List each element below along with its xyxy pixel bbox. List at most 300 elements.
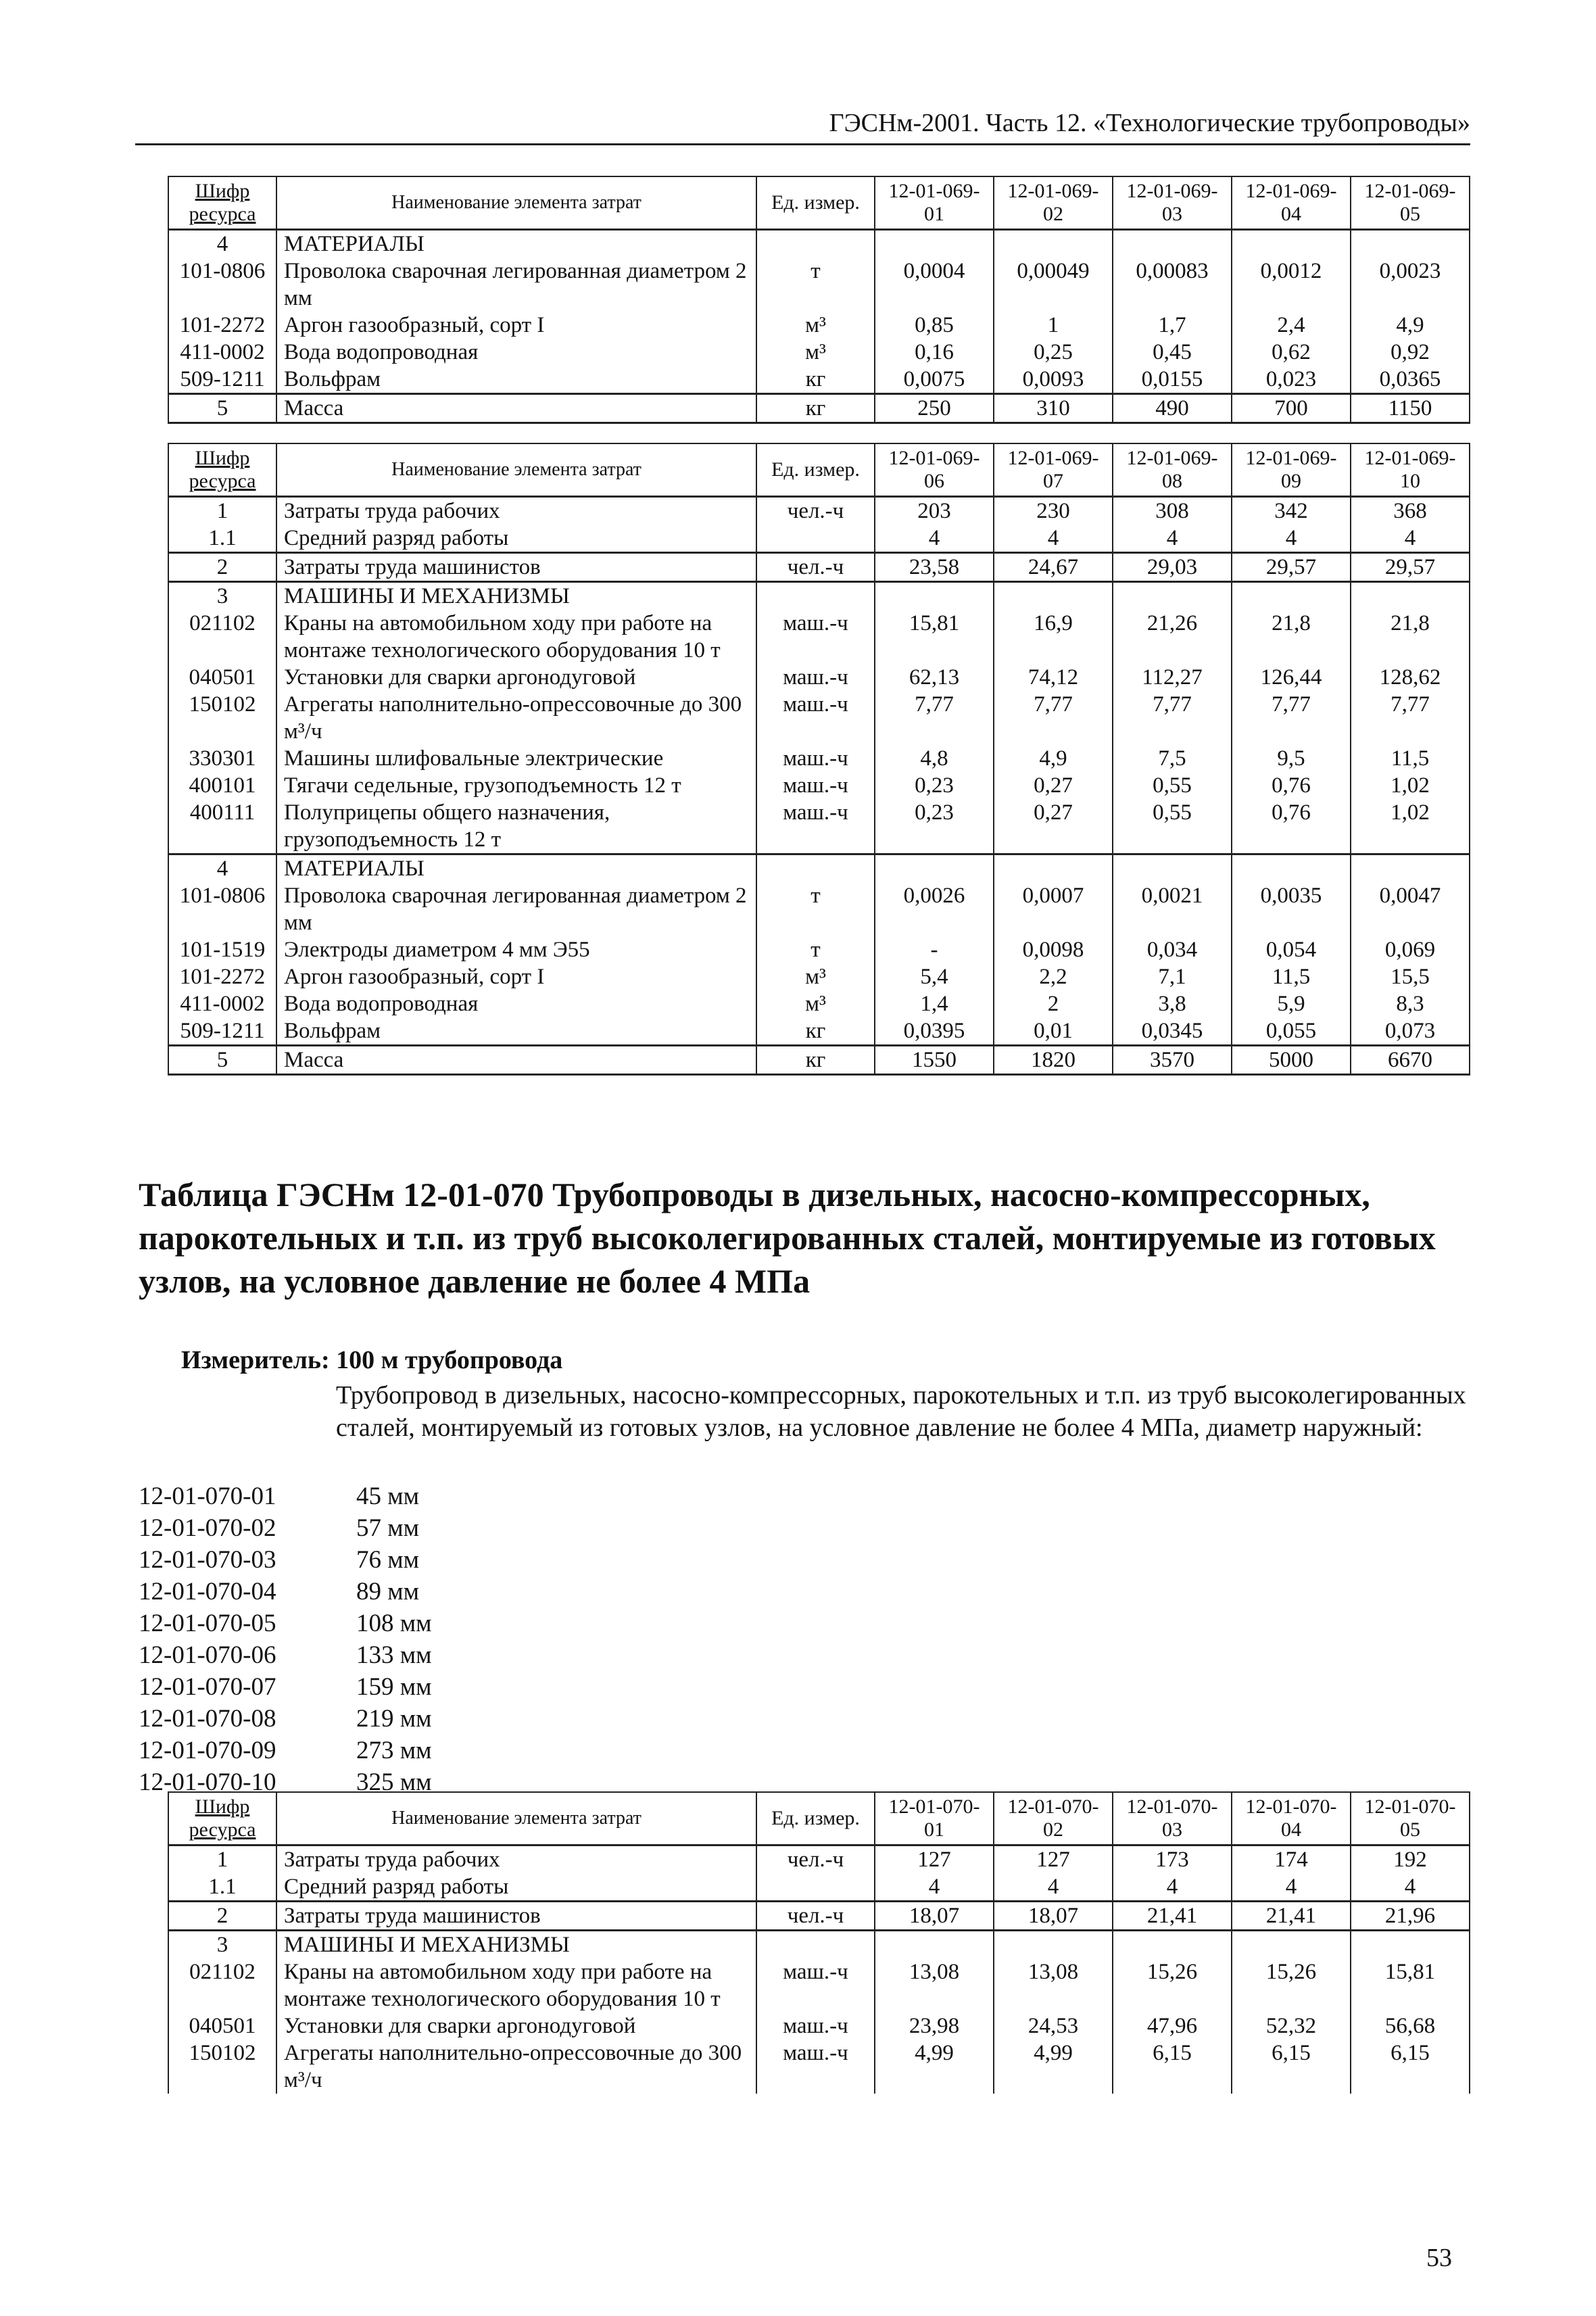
norm-value: 0,0155	[1113, 366, 1232, 394]
cost-item-name: Аргон газообразный, сорт I	[276, 963, 756, 990]
norm-value	[875, 582, 994, 610]
norm-value: 21,41	[1113, 1902, 1232, 1931]
table-row	[168, 1958, 1470, 2012]
norm-value: 23,58	[875, 553, 994, 582]
variant-diameter: 133 мм	[356, 1641, 432, 1669]
variant-code: 12-01-070-10	[139, 1768, 276, 1796]
resource-code: 1	[168, 497, 276, 525]
column-header: Ед. измер.	[756, 1792, 875, 1845]
norm-value: 18,07	[994, 1902, 1113, 1931]
table-row	[168, 882, 1470, 936]
variant-row	[139, 1703, 432, 1735]
norm-value: 112,27	[1113, 664, 1232, 691]
unit-of-measure: чел.-ч	[756, 553, 875, 582]
table-row	[168, 582, 1470, 610]
norm-value: 0,0098	[994, 936, 1113, 963]
column-header: Наименование элемента затрат	[276, 443, 756, 497]
norm-value: 0,92	[1351, 339, 1470, 366]
norm-value: 0,0395	[875, 1017, 994, 1046]
norm-value: 7,77	[994, 691, 1113, 745]
table-070-title	[139, 1173, 1457, 1303]
resource-code: 2	[168, 553, 276, 582]
norm-value: 3570	[1113, 1046, 1232, 1075]
norm-value: 11,5	[1351, 745, 1470, 772]
norm-value: 0,034	[1113, 936, 1232, 963]
norm-value: 174	[1232, 1845, 1351, 1874]
norm-value: 3,8	[1113, 990, 1232, 1017]
resource-code: 101-2272	[168, 963, 276, 990]
norm-value	[1113, 1931, 1232, 1959]
unit-of-measure: маш.-ч	[756, 2012, 875, 2040]
resource-table-069-part1	[168, 176, 1470, 424]
norm-value: 8,3	[1351, 990, 1470, 1017]
column-header: Шифр ресурса	[168, 443, 276, 497]
unit-of-measure: маш.-ч	[756, 799, 875, 854]
norm-value	[1113, 582, 1232, 610]
norm-value: 6,15	[1113, 2040, 1232, 2094]
column-header: 12-01-070-03	[1113, 1792, 1232, 1845]
resource-code: 5	[168, 394, 276, 423]
cost-item-name: Агрегаты наполнительно-опрессовочные до 300 м³/ч	[276, 691, 756, 745]
norm-value	[875, 1931, 994, 1959]
cost-item-name: МАШИНЫ И МЕХАНИЗМЫ	[276, 582, 756, 610]
variant-diameter: 273 мм	[356, 1737, 432, 1764]
norm-value: 4	[1232, 1873, 1351, 1902]
norm-value: 0,45	[1113, 339, 1232, 366]
norm-value: 4,9	[1351, 312, 1470, 339]
cost-item-name: Полуприцепы общего назначения, грузоподъемность 12 т	[276, 799, 756, 854]
table-row	[168, 2040, 1470, 2094]
unit-of-measure: чел.-ч	[756, 497, 875, 525]
norm-value: 6,15	[1232, 2040, 1351, 2094]
cost-item-name: Затраты труда машинистов	[276, 1902, 756, 1931]
variant-row	[139, 1608, 432, 1639]
table-row	[168, 366, 1470, 394]
table-070-title-prefix: Таблица ГЭСНм 12-01-070	[139, 1176, 544, 1213]
norm-value	[875, 854, 994, 883]
unit-of-measure: кг	[756, 1046, 875, 1075]
variant-code: 12-01-070-04	[139, 1578, 276, 1606]
resource-code: 400101	[168, 772, 276, 799]
unit-of-measure: маш.-ч	[756, 664, 875, 691]
norm-value: 0,0093	[994, 366, 1113, 394]
column-header: 12-01-070-04	[1232, 1792, 1351, 1845]
norm-value: 2,4	[1232, 312, 1351, 339]
cost-item-name: Машины шлифовальные электрические	[276, 745, 756, 772]
norm-value: 6,15	[1351, 2040, 1470, 2094]
variant-diameter: 159 мм	[356, 1673, 432, 1701]
cost-item-name: Аргон газообразный, сорт I	[276, 312, 756, 339]
norm-value: 52,32	[1232, 2012, 1351, 2040]
column-header: 12-01-069-09	[1232, 443, 1351, 497]
norm-value: 0,16	[875, 339, 994, 366]
unit-of-measure	[756, 854, 875, 883]
norm-value: 0,0004	[875, 258, 994, 312]
column-header: 12-01-069-05	[1351, 176, 1470, 230]
variant-row	[139, 1576, 432, 1608]
norm-value: 0,055	[1232, 1017, 1351, 1046]
table-row	[168, 664, 1470, 691]
table-header-row	[168, 176, 1470, 230]
norm-value: 74,12	[994, 664, 1113, 691]
resource-code: 509-1211	[168, 366, 276, 394]
column-header: Шифр ресурса	[168, 1792, 276, 1845]
cost-item-name: Затраты труда машинистов	[276, 553, 756, 582]
column-header: 12-01-069-02	[994, 176, 1113, 230]
norm-value: 7,1	[1113, 963, 1232, 990]
norm-value: 0,0365	[1351, 366, 1470, 394]
column-header: Наименование элемента затрат	[276, 1792, 756, 1845]
table-row	[168, 394, 1470, 423]
norm-value	[1232, 1931, 1351, 1959]
norm-value: 368	[1351, 497, 1470, 525]
column-header: 12-01-069-08	[1113, 443, 1232, 497]
column-header: Наименование элемента затрат	[276, 176, 756, 230]
resource-code: 400111	[168, 799, 276, 854]
norm-value: 342	[1232, 497, 1351, 525]
table-row	[168, 745, 1470, 772]
norm-value: 0,01	[994, 1017, 1113, 1046]
unit-of-measure: чел.-ч	[756, 1845, 875, 1874]
norm-value	[1232, 582, 1351, 610]
norm-value: 62,13	[875, 664, 994, 691]
cost-item-name: Краны на автомобильном ходу при работе на монтаже технологического оборудования 10 т	[276, 610, 756, 664]
norm-value: 4	[1113, 1873, 1232, 1902]
cost-item-name: Вода водопроводная	[276, 990, 756, 1017]
column-header: Шифр ресурса	[168, 176, 276, 230]
norm-value: 0,62	[1232, 339, 1351, 366]
resource-code: 1.1	[168, 525, 276, 553]
cost-item-name: Установки для сварки аргонодуговой	[276, 2012, 756, 2040]
meter-value: 100 м трубопровода	[336, 1346, 563, 1374]
column-header: 12-01-069-06	[875, 443, 994, 497]
norm-value: 0,00049	[994, 258, 1113, 312]
norm-value	[1351, 1931, 1470, 1959]
norm-value: 1,7	[1113, 312, 1232, 339]
resource-code: 101-2272	[168, 312, 276, 339]
table-row	[168, 525, 1470, 553]
table-header-row	[168, 1792, 1470, 1845]
norm-value: 16,9	[994, 610, 1113, 664]
norm-value: 21,8	[1232, 610, 1351, 664]
norm-value	[994, 854, 1113, 883]
norm-value	[1232, 854, 1351, 883]
unit-of-measure: т	[756, 936, 875, 963]
norm-value: 4	[1351, 1873, 1470, 1902]
norm-value: 29,03	[1113, 553, 1232, 582]
unit-of-measure: маш.-ч	[756, 745, 875, 772]
norm-value: 4,99	[994, 2040, 1113, 2094]
norm-value: 0,0345	[1113, 1017, 1232, 1046]
resource-code: 021102	[168, 1958, 276, 2012]
norm-value: 2,2	[994, 963, 1113, 990]
resource-table-069-part2	[168, 443, 1470, 1076]
cost-item-name: Проволока сварочная легированная диаметром 2 мм	[276, 258, 756, 312]
norm-value: -	[875, 936, 994, 963]
norm-value: 13,08	[875, 1958, 994, 2012]
table-row	[168, 990, 1470, 1017]
unit-of-measure: маш.-ч	[756, 1958, 875, 2012]
norm-value: 126,44	[1232, 664, 1351, 691]
cost-item-name: Затраты труда рабочих	[276, 497, 756, 525]
norm-value	[1351, 854, 1470, 883]
norm-value: 192	[1351, 1845, 1470, 1874]
table-header-row	[168, 443, 1470, 497]
norm-value: 700	[1232, 394, 1351, 423]
unit-of-measure: м³	[756, 339, 875, 366]
norm-value: 4	[1351, 525, 1470, 553]
norm-value: 21,26	[1113, 610, 1232, 664]
resource-code: 4	[168, 854, 276, 883]
unit-of-measure: маш.-ч	[756, 2040, 875, 2094]
norm-value: 4,99	[875, 2040, 994, 2094]
norm-value: 47,96	[1113, 2012, 1232, 2040]
resource-code: 5	[168, 1046, 276, 1075]
norm-value: 0,073	[1351, 1017, 1470, 1046]
variant-row	[139, 1671, 432, 1703]
norm-value: 0,25	[994, 339, 1113, 366]
norm-value: 0,00083	[1113, 258, 1232, 312]
norm-value: 4	[875, 1873, 994, 1902]
norm-value: 21,8	[1351, 610, 1470, 664]
cost-item-name: Вода водопроводная	[276, 339, 756, 366]
resource-code: 040501	[168, 664, 276, 691]
norm-value: 7,77	[1113, 691, 1232, 745]
variant-row	[139, 1735, 432, 1766]
norm-value: 21,96	[1351, 1902, 1470, 1931]
variant-code: 12-01-070-07	[139, 1673, 276, 1701]
norm-value: 1150	[1351, 394, 1470, 423]
norm-value: 0,0035	[1232, 882, 1351, 936]
norm-value	[875, 230, 994, 258]
norm-value: 5,9	[1232, 990, 1351, 1017]
table-row	[168, 1046, 1470, 1075]
column-header: 12-01-070-02	[994, 1792, 1113, 1845]
table-row	[168, 799, 1470, 854]
resource-code: 150102	[168, 691, 276, 745]
column-header: 12-01-070-05	[1351, 1792, 1470, 1845]
unit-of-measure: м³	[756, 312, 875, 339]
norm-value: 4	[994, 1873, 1113, 1902]
column-header: 12-01-070-01	[875, 1792, 994, 1845]
norm-value: 0,054	[1232, 936, 1351, 963]
variant-diameter: 219 мм	[356, 1705, 432, 1733]
resource-code: 150102	[168, 2040, 276, 2094]
norm-value: 1820	[994, 1046, 1113, 1075]
table-row	[168, 1873, 1470, 1902]
norm-value: 0,0021	[1113, 882, 1232, 936]
column-header: 12-01-069-04	[1232, 176, 1351, 230]
norm-value: 0,76	[1232, 772, 1351, 799]
table-row	[168, 1845, 1470, 1874]
norm-value: 0,27	[994, 799, 1113, 854]
table-row	[168, 963, 1470, 990]
table-row	[168, 691, 1470, 745]
norm-value: 173	[1113, 1845, 1232, 1874]
column-header: 12-01-069-10	[1351, 443, 1470, 497]
norm-value: 7,77	[1232, 691, 1351, 745]
table-row	[168, 312, 1470, 339]
table-row	[168, 553, 1470, 582]
norm-value: 56,68	[1351, 2012, 1470, 2040]
cost-item-name: Вольфрам	[276, 366, 756, 394]
table-row	[168, 1017, 1470, 1046]
norm-value: 308	[1113, 497, 1232, 525]
table-row	[168, 1931, 1470, 1959]
page-number: 53	[1426, 2244, 1452, 2272]
cost-item-name: МАТЕРИАЛЫ	[276, 230, 756, 258]
norm-value: 0,023	[1232, 366, 1351, 394]
variant-code-list	[139, 1480, 432, 1798]
norm-value	[1113, 854, 1232, 883]
column-header: 12-01-069-03	[1113, 176, 1232, 230]
norm-value	[1113, 230, 1232, 258]
unit-of-measure: кг	[756, 394, 875, 423]
norm-value: 4	[875, 525, 994, 553]
norm-value: 2	[994, 990, 1113, 1017]
cost-item-name: Агрегаты наполнительно-опрессовочные до 300 м³/ч	[276, 2040, 756, 2094]
norm-value: 4,9	[994, 745, 1113, 772]
norm-value: 127	[994, 1845, 1113, 1874]
resource-code: 3	[168, 1931, 276, 1959]
norm-value: 15,26	[1232, 1958, 1351, 2012]
variant-row	[139, 1639, 432, 1671]
norm-value: 4	[1232, 525, 1351, 553]
norm-value: 9,5	[1232, 745, 1351, 772]
resource-code: 4	[168, 230, 276, 258]
variant-code: 12-01-070-05	[139, 1610, 276, 1637]
norm-value: 127	[875, 1845, 994, 1874]
unit-of-measure	[756, 525, 875, 553]
norm-value: 4	[994, 525, 1113, 553]
resource-code: 040501	[168, 2012, 276, 2040]
unit-of-measure: т	[756, 882, 875, 936]
variant-diameter: 89 мм	[356, 1578, 420, 1606]
table-row	[168, 339, 1470, 366]
variant-diameter: 57 мм	[356, 1514, 420, 1542]
norm-value: 7,77	[875, 691, 994, 745]
variant-code: 12-01-070-08	[139, 1705, 276, 1733]
norm-value: 15,81	[875, 610, 994, 664]
running-header: ГЭСНм-2001. Часть 12. «Технологические трубопроводы»	[135, 108, 1470, 145]
norm-value	[994, 1931, 1113, 1959]
norm-value: 24,53	[994, 2012, 1113, 2040]
resource-code: 2	[168, 1902, 276, 1931]
work-description: Трубопровод в дизельных, насосно-компрессорных, парокотельных и т.п. из труб высоколегированных сталей, монтируемый из готовых узлов, на условное давление не более 4 МПа, диаметр наружный:	[336, 1381, 1466, 1442]
norm-value: 13,08	[994, 1958, 1113, 2012]
resource-code: 411-0002	[168, 339, 276, 366]
table-row	[168, 2012, 1470, 2040]
norm-value: 11,5	[1232, 963, 1351, 990]
cost-item-name: Масса	[276, 394, 756, 423]
norm-value: 1,02	[1351, 772, 1470, 799]
resource-code: 1	[168, 1845, 276, 1874]
variant-code: 12-01-070-02	[139, 1514, 276, 1542]
norm-value: 7,77	[1351, 691, 1470, 745]
norm-value: 23,98	[875, 2012, 994, 2040]
resource-code: 021102	[168, 610, 276, 664]
norm-value: 0,0007	[994, 882, 1113, 936]
norm-value: 0,069	[1351, 936, 1470, 963]
table-row	[168, 230, 1470, 258]
cost-item-name: Средний разряд работы	[276, 1873, 756, 1902]
variant-code: 12-01-070-09	[139, 1737, 276, 1764]
table-row	[168, 610, 1470, 664]
cost-item-name: Электроды диаметром 4 мм Э55	[276, 936, 756, 963]
norm-value: 15,26	[1113, 1958, 1232, 2012]
norm-value: 203	[875, 497, 994, 525]
unit-of-measure: т	[756, 258, 875, 312]
unit-of-measure: маш.-ч	[756, 610, 875, 664]
norm-value: 0,0012	[1232, 258, 1351, 312]
norm-value: 6670	[1351, 1046, 1470, 1075]
variant-diameter: 45 мм	[356, 1482, 420, 1510]
cost-item-name: Затраты труда рабочих	[276, 1845, 756, 1874]
resource-code: 509-1211	[168, 1017, 276, 1046]
norm-value: 0,23	[875, 772, 994, 799]
table-row	[168, 497, 1470, 525]
cost-item-name: Проволока сварочная легированная диаметром 2 мм	[276, 882, 756, 936]
table-row	[168, 854, 1470, 883]
column-header: Ед. измер.	[756, 443, 875, 497]
variant-code: 12-01-070-06	[139, 1641, 276, 1669]
variant-row	[139, 1480, 432, 1512]
unit-of-measure: чел.-ч	[756, 1902, 875, 1931]
norm-value	[1232, 230, 1351, 258]
norm-value: 0,0023	[1351, 258, 1470, 312]
norm-value: 0,0075	[875, 366, 994, 394]
cost-item-name: МАШИНЫ И МЕХАНИЗМЫ	[276, 1931, 756, 1959]
variant-diameter: 76 мм	[356, 1546, 420, 1574]
norm-value: 230	[994, 497, 1113, 525]
norm-value: 310	[994, 394, 1113, 423]
column-header: 12-01-069-07	[994, 443, 1113, 497]
table-row	[168, 1902, 1470, 1931]
norm-value: 0,27	[994, 772, 1113, 799]
norm-value: 5000	[1232, 1046, 1351, 1075]
norm-value: 29,57	[1232, 553, 1351, 582]
unit-of-measure	[756, 1931, 875, 1959]
norm-value: 0,85	[875, 312, 994, 339]
column-header: Ед. измер.	[756, 176, 875, 230]
norm-value	[1351, 582, 1470, 610]
unit-of-measure: м³	[756, 990, 875, 1017]
variant-code: 12-01-070-03	[139, 1546, 276, 1574]
unit-of-measure: маш.-ч	[756, 691, 875, 745]
cost-item-name: Краны на автомобильном ходу при работе на монтаже технологического оборудования 10 т	[276, 1958, 756, 2012]
norm-value: 1	[994, 312, 1113, 339]
norm-value: 1,02	[1351, 799, 1470, 854]
cost-item-name: Средний разряд работы	[276, 525, 756, 553]
norm-value: 0,23	[875, 799, 994, 854]
norm-value: 5,4	[875, 963, 994, 990]
cost-item-name: Установки для сварки аргонодуговой	[276, 664, 756, 691]
resource-code: 330301	[168, 745, 276, 772]
norm-value: 4,8	[875, 745, 994, 772]
norm-value: 15,5	[1351, 963, 1470, 990]
table-row	[168, 258, 1470, 312]
unit-of-measure: кг	[756, 366, 875, 394]
variant-code: 12-01-070-01	[139, 1482, 276, 1510]
table-070-title-text: Трубопроводы в дизельных, насосно-компрессорных, парокотельных и т.п. из труб высоколегированных сталей, монтируемые из готовых узлов, на условное давление не более 4 МПа	[139, 1176, 1436, 1300]
norm-value: 1550	[875, 1046, 994, 1075]
norm-value: 15,81	[1351, 1958, 1470, 2012]
table-row	[168, 936, 1470, 963]
norm-value	[994, 230, 1113, 258]
resource-code: 101-0806	[168, 882, 276, 936]
cost-item-name: Масса	[276, 1046, 756, 1075]
unit-of-measure	[756, 230, 875, 258]
